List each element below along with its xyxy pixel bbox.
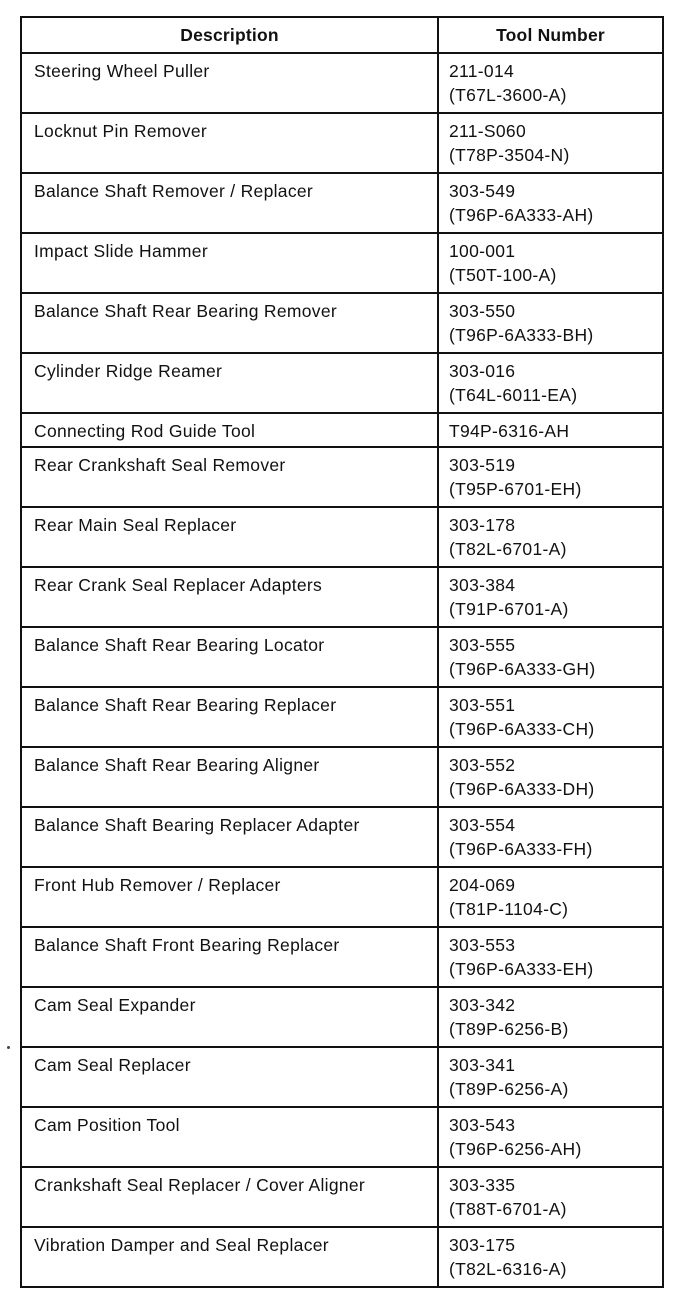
tool-number: 303-550 xyxy=(449,301,516,321)
tool-number: 303-552 xyxy=(449,755,516,775)
special-tools-table xyxy=(20,16,664,1288)
table-row xyxy=(21,567,663,627)
table-row xyxy=(21,1047,663,1107)
tool-number-cell xyxy=(438,987,663,1047)
tool-description: Balance Shaft Rear Bearing Locator xyxy=(21,627,438,687)
tool-alt-number: (T96P-6256-AH) xyxy=(449,1139,582,1159)
tool-description: Balance Shaft Bearing Replacer Adapter xyxy=(21,807,438,867)
tool-number: 303-551 xyxy=(449,695,516,715)
tool-alt-number: (T81P-1104-C) xyxy=(449,899,569,919)
tool-number-cell xyxy=(438,507,663,567)
tool-description: Steering Wheel Puller xyxy=(21,53,438,113)
table-row xyxy=(21,987,663,1047)
tool-number-cell xyxy=(438,1107,663,1167)
tool-number: 211-S060 xyxy=(449,121,526,141)
table-row xyxy=(21,927,663,987)
tool-number: 303-341 xyxy=(449,1055,516,1075)
tool-number: 303-335 xyxy=(449,1175,516,1195)
table-row xyxy=(21,233,663,293)
tool-alt-number: (T96P-6A333-DH) xyxy=(449,779,595,799)
tool-alt-number: (T96P-6A333-GH) xyxy=(449,659,596,679)
tool-description: Cylinder Ridge Reamer xyxy=(21,353,438,413)
tool-number: 303-555 xyxy=(449,635,516,655)
tool-alt-number: (T95P-6701-EH) xyxy=(449,479,582,499)
tool-number: 303-554 xyxy=(449,815,516,835)
tool-description: Connecting Rod Guide Tool xyxy=(21,413,438,447)
table-row xyxy=(21,413,663,447)
tool-alt-number: (T96P-6A333-AH) xyxy=(449,205,594,225)
tool-number: 303-342 xyxy=(449,995,516,1015)
tool-number-cell xyxy=(438,1227,663,1287)
tool-description: Balance Shaft Rear Bearing Aligner xyxy=(21,747,438,807)
cropped-heading xyxy=(24,0,444,8)
tool-description: Balance Shaft Front Bearing Replacer xyxy=(21,927,438,987)
tool-number-cell xyxy=(438,687,663,747)
tool-number-cell xyxy=(438,173,663,233)
table-row xyxy=(21,53,663,113)
tool-description: Locknut Pin Remover xyxy=(21,113,438,173)
tool-description: Crankshaft Seal Replacer / Cover Aligner xyxy=(21,1167,438,1227)
tool-alt-number: (T67L-3600-A) xyxy=(449,85,567,105)
tool-number-cell xyxy=(438,293,663,353)
tool-number-cell xyxy=(438,113,663,173)
tool-description: Cam Position Tool xyxy=(21,1107,438,1167)
tool-number-cell xyxy=(438,447,663,507)
tool-number: T94P-6316-AH xyxy=(449,421,570,441)
tool-description: Front Hub Remover / Replacer xyxy=(21,867,438,927)
header-tool-number: Tool Number xyxy=(438,17,663,53)
tool-number-cell xyxy=(438,807,663,867)
tool-alt-number: (T96P-6A333-BH) xyxy=(449,325,594,345)
tool-number-cell xyxy=(438,747,663,807)
tool-alt-number: (T96P-6A333-CH) xyxy=(449,719,595,739)
table-row xyxy=(21,113,663,173)
tool-description: Rear Crank Seal Replacer Adapters xyxy=(21,567,438,627)
tool-number: 303-543 xyxy=(449,1115,516,1135)
table-row xyxy=(21,807,663,867)
tool-number-cell xyxy=(438,53,663,113)
table-row xyxy=(21,293,663,353)
tool-number: 303-016 xyxy=(449,361,516,381)
tool-description: Cam Seal Expander xyxy=(21,987,438,1047)
tool-description: Impact Slide Hammer xyxy=(21,233,438,293)
tool-number-cell xyxy=(438,353,663,413)
table-row xyxy=(21,1167,663,1227)
tool-alt-number: (T78P-3504-N) xyxy=(449,145,570,165)
table-row xyxy=(21,867,663,927)
table-row xyxy=(21,1107,663,1167)
tool-alt-number: (T50T-100-A) xyxy=(449,265,557,285)
tool-number: 303-175 xyxy=(449,1235,516,1255)
tool-description: Balance Shaft Rear Bearing Replacer xyxy=(21,687,438,747)
table-header-row xyxy=(21,17,663,53)
table-row xyxy=(21,1227,663,1287)
tool-alt-number: (T91P-6701-A) xyxy=(449,599,569,619)
tool-description: Rear Main Seal Replacer xyxy=(21,507,438,567)
tool-number: 303-553 xyxy=(449,935,516,955)
tool-number: 204-069 xyxy=(449,875,516,895)
tool-description: Vibration Damper and Seal Replacer xyxy=(21,1227,438,1287)
tool-number: 100-001 xyxy=(449,241,516,261)
table-row xyxy=(21,353,663,413)
scan-speck xyxy=(7,1046,10,1049)
tool-alt-number: (T96P-6A333-EH) xyxy=(449,959,594,979)
tool-number-cell xyxy=(438,1047,663,1107)
tool-alt-number: (T82L-6701-A) xyxy=(449,539,567,559)
tool-number: 303-519 xyxy=(449,455,516,475)
tool-number-cell xyxy=(438,567,663,627)
table-row xyxy=(21,627,663,687)
tool-number-cell xyxy=(438,233,663,293)
tool-number-cell xyxy=(438,413,663,447)
tool-number: 211-014 xyxy=(449,61,515,81)
table-row xyxy=(21,173,663,233)
header-description: Description xyxy=(21,17,438,53)
tool-number: 303-178 xyxy=(449,515,516,535)
tool-number-cell xyxy=(438,927,663,987)
tool-number-cell xyxy=(438,1167,663,1227)
tool-description: Balance Shaft Rear Bearing Remover xyxy=(21,293,438,353)
tool-description: Rear Crankshaft Seal Remover xyxy=(21,447,438,507)
table-row xyxy=(21,747,663,807)
table-body xyxy=(21,53,663,1287)
tool-alt-number: (T64L-6011-EA) xyxy=(449,385,578,405)
tool-description: Balance Shaft Remover / Replacer xyxy=(21,173,438,233)
table-row xyxy=(21,687,663,747)
tool-number: 303-549 xyxy=(449,181,516,201)
tool-number-cell xyxy=(438,627,663,687)
tool-alt-number: (T88T-6701-A) xyxy=(449,1199,567,1219)
tool-number: 303-384 xyxy=(449,575,516,595)
tool-alt-number: (T82L-6316-A) xyxy=(449,1259,567,1279)
tool-alt-number: (T89P-6256-B) xyxy=(449,1019,569,1039)
tool-description: Cam Seal Replacer xyxy=(21,1047,438,1107)
tool-alt-number: (T89P-6256-A) xyxy=(449,1079,569,1099)
table-row xyxy=(21,447,663,507)
tool-number-cell xyxy=(438,867,663,927)
tool-alt-number: (T96P-6A333-FH) xyxy=(449,839,593,859)
table-row xyxy=(21,507,663,567)
